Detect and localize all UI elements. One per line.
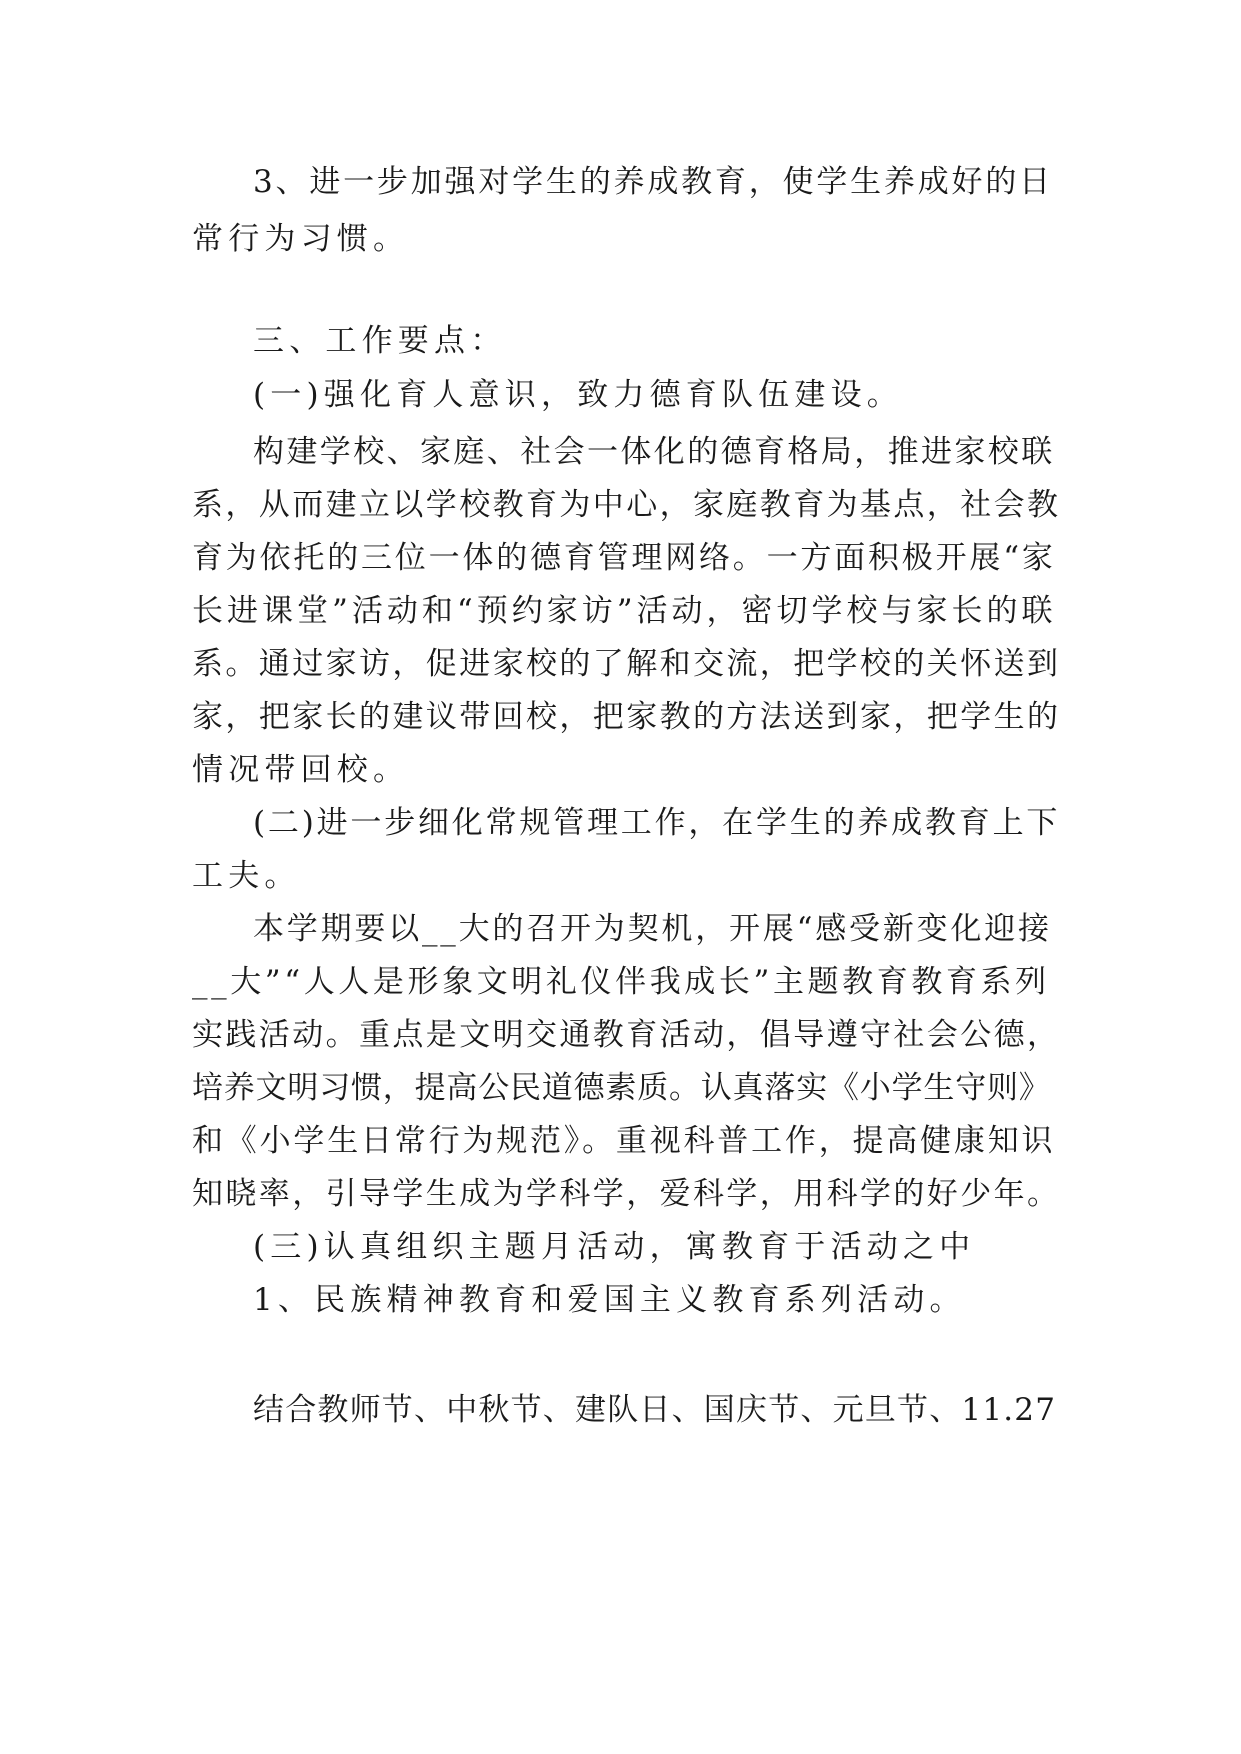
paragraph-line: 和《小学生日常行为规范》。重视科普工作，提高健康知识 <box>192 1123 1056 1159</box>
section-heading: 三、工作要点： <box>253 323 507 359</box>
subsection-heading: (一)强化育人意识，致力德育队伍建设。 <box>253 377 903 413</box>
paragraph-line: 实践活动。重点是文明交通教育活动，倡导遵守社会公德， <box>192 1017 1061 1053</box>
paragraph-line: 情况带回校。 <box>192 752 410 788</box>
paragraph-line: 长进课堂”活动和“预约家访”活动，密切学校与家长的联 <box>192 593 1057 629</box>
subsection-heading: (二)进一步细化常规管理工作，在学生的养成教育上下 <box>253 805 1061 841</box>
paragraph-line: 3、进一步加强对学生的养成教育，使学生养成好的日 <box>253 164 1053 200</box>
paragraph-line: 本学期要以__大的召开为契机，开展“感受新变化迎接 <box>253 911 1052 947</box>
paragraph-line: 系。通过家访，促进家校的了解和交流，把学校的关怀送到 <box>192 646 1061 682</box>
subsection-heading: (三)认真组织主题月活动，寓教育于活动之中 <box>253 1229 976 1265</box>
paragraph-line: 家，把家长的建议带回校，把家教的方法送到家，把学生的 <box>192 699 1061 735</box>
paragraph-line: 育为依托的三位一体的德育管理网络。一方面积极开展“家 <box>192 540 1056 576</box>
paragraph-line: 结合教师节、中秋节、建队日、国庆节、元旦节、11.27 <box>253 1392 1057 1428</box>
list-item: 1、民族精神教育和爱国主义教育系列活动。 <box>253 1282 966 1318</box>
paragraph-line: 构建学校、家庭、社会一体化的德育格局，推进家校联 <box>253 434 1055 470</box>
paragraph-line: 知晓率，引导学生成为学科学，爱科学，用科学的好少年。 <box>192 1176 1061 1212</box>
paragraph-line: __大”“人人是形象文明礼仪伴我成长”主题教育教育系列 <box>192 964 1050 1000</box>
paragraph-line: 系，从而建立以学校教育为中心，家庭教育为基点，社会教 <box>192 487 1061 523</box>
subsection-heading-cont: 工夫。 <box>192 858 301 894</box>
paragraph-line: 培养文明习惯，提高公民道德素质。认真落实《小学生守则》 <box>192 1070 1051 1106</box>
paragraph-line: 常行为习惯。 <box>192 221 410 257</box>
